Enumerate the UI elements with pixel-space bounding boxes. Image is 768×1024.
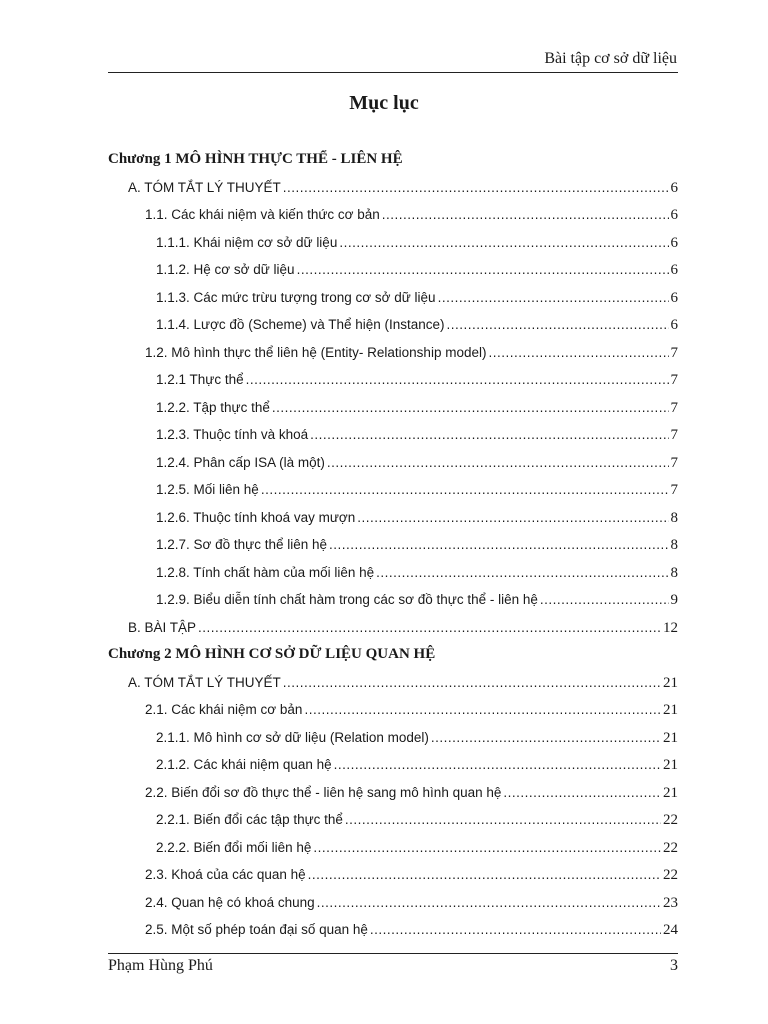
toc-entry-label: 2.4. Quan hệ có khoá chung bbox=[145, 894, 315, 910]
toc-entry-label: 2.1. Các khái niệm cơ bản bbox=[145, 702, 303, 717]
toc-entry-label: 1.2.2. Tập thực thể bbox=[156, 399, 270, 415]
toc-entry-page: 8 bbox=[670, 564, 678, 581]
toc-entry[interactable] bbox=[108, 339, 678, 367]
toc-dot-leader bbox=[272, 394, 669, 422]
toc-entry-label: 1.2.1 Thực thể bbox=[156, 372, 244, 387]
toc-entry-page: 7 bbox=[670, 482, 678, 498]
toc-entry[interactable] bbox=[108, 559, 678, 587]
toc-dot-leader bbox=[382, 201, 669, 229]
toc-entry-label: 1.1.2. Hệ cơ sở dữ liệu bbox=[156, 262, 295, 277]
page-title: Mục lục bbox=[349, 92, 419, 114]
toc-dot-leader bbox=[283, 174, 669, 202]
toc-entry-label: 2.2.2. Biến đổi mối liên hệ bbox=[156, 839, 312, 855]
toc-entry-page: 6 bbox=[670, 207, 678, 223]
toc-entry-page: 7 bbox=[670, 399, 678, 416]
toc-entry-label: A. TÓM TẮT LÝ THUYẾT bbox=[128, 674, 281, 690]
toc-entry[interactable] bbox=[108, 366, 678, 394]
toc-entry[interactable] bbox=[108, 779, 678, 807]
toc-entry[interactable] bbox=[108, 476, 678, 504]
toc-entry-label: 1.2.4. Phân cấp ISA (là một) bbox=[156, 454, 325, 470]
toc-chapter-heading[interactable]: Chương 2 MÔ HÌNH CƠ SỞ DỮ LIỆU QUAN HỆ bbox=[108, 646, 436, 662]
toc-entry-label: 1.1.4. Lược đồ (Scheme) và Thể hiện (Instance) bbox=[156, 317, 445, 332]
toc-entry-label: 1.2.3. Thuộc tính và khoá bbox=[156, 427, 309, 442]
toc-dot-leader bbox=[540, 586, 669, 614]
toc-entry-page: 12 bbox=[663, 619, 678, 636]
toc-entry-page: 23 bbox=[663, 894, 678, 911]
toc-entry-label: 1.2.6. Thuộc tính khoá vay mượn bbox=[156, 509, 356, 525]
toc-entry-page: 7 bbox=[670, 427, 678, 443]
toc-entry-page: 22 bbox=[663, 839, 678, 856]
footer-divider bbox=[108, 953, 678, 954]
toc-entry[interactable] bbox=[108, 256, 678, 284]
toc-entry-page: 21 bbox=[663, 702, 678, 718]
toc-dot-leader bbox=[310, 421, 668, 449]
toc-entry-page: 6 bbox=[670, 262, 678, 278]
toc-dot-leader bbox=[334, 751, 661, 779]
toc-chapter-heading[interactable]: Chương 1 MÔ HÌNH THỰC THỂ - LIÊN HỆ bbox=[108, 151, 403, 167]
toc-entry-page: 8 bbox=[670, 537, 678, 553]
footer-author: Phạm Hùng Phú bbox=[108, 957, 213, 974]
toc-entry-label: 1.2.5. Mối liên hệ bbox=[156, 482, 259, 497]
toc-entry[interactable] bbox=[108, 504, 678, 532]
toc-dot-leader bbox=[297, 256, 669, 284]
toc-entry-label: 1.1. Các khái niệm và kiến thức cơ bản bbox=[145, 207, 380, 222]
toc-entry-page: 6 bbox=[670, 234, 678, 251]
toc-entry-label: 1.1.3. Các mức trừu tượng trong cơ sở dữ liệu bbox=[156, 289, 436, 305]
toc-entry[interactable] bbox=[108, 834, 678, 862]
toc-entry[interactable] bbox=[108, 421, 678, 449]
toc-entry[interactable] bbox=[108, 889, 678, 917]
toc-dot-leader bbox=[370, 916, 661, 944]
toc-entry[interactable] bbox=[108, 916, 678, 944]
toc-dot-leader bbox=[329, 531, 669, 559]
toc-dot-leader bbox=[304, 696, 661, 724]
toc-entry-label: 1.2. Mô hình thực thể liên hệ (Entity- Relationship model) bbox=[145, 344, 487, 360]
toc-entry-label: 1.2.9. Biểu diễn tính chất hàm trong các sơ đồ thực thể - liên hệ bbox=[156, 592, 538, 607]
toc-dot-leader bbox=[261, 476, 669, 504]
toc-entry-label: 2.1.1. Mô hình cơ sở dữ liệu (Relation model) bbox=[156, 729, 429, 745]
toc-entry[interactable] bbox=[108, 861, 678, 889]
toc-dot-leader bbox=[198, 614, 661, 642]
toc-entry-label: 2.2.1. Biến đổi các tập thực thể bbox=[156, 812, 343, 827]
toc-entry-page: 21 bbox=[663, 674, 678, 691]
toc-entry[interactable] bbox=[108, 531, 678, 559]
toc-entry[interactable] bbox=[108, 724, 678, 752]
toc-dot-leader bbox=[339, 229, 668, 257]
toc-entry[interactable] bbox=[108, 449, 678, 477]
toc-entry-label: 2.3. Khoá của các quan hệ bbox=[145, 867, 306, 882]
toc-entry-label: 1.1.1. Khái niệm cơ sở dữ liệu bbox=[156, 234, 338, 250]
toc-dot-leader bbox=[308, 861, 661, 889]
toc-entry-page: 21 bbox=[663, 757, 678, 773]
toc-entry[interactable] bbox=[108, 311, 678, 339]
toc-dot-leader bbox=[317, 889, 661, 917]
toc-entry[interactable] bbox=[108, 201, 678, 229]
toc-entry-page: 7 bbox=[670, 454, 678, 471]
header-divider bbox=[108, 72, 678, 73]
toc-entry[interactable] bbox=[108, 586, 678, 614]
toc-dot-leader bbox=[431, 724, 661, 752]
toc-entry[interactable] bbox=[108, 806, 678, 834]
toc-entry-page: 6 bbox=[670, 289, 678, 306]
table-of-contents bbox=[108, 146, 678, 944]
toc-entry[interactable] bbox=[108, 614, 678, 642]
toc-entry-label: 1.2.8. Tính chất hàm của mối liên hệ bbox=[156, 564, 375, 580]
toc-dot-leader bbox=[246, 366, 669, 394]
toc-entry-page: 22 bbox=[663, 812, 678, 828]
toc-entry-page: 6 bbox=[670, 179, 678, 196]
toc-entry-page: 9 bbox=[670, 592, 678, 608]
toc-entry-label: 2.2. Biến đổi sơ đồ thực thể - liên hệ sang mô hình quan hệ bbox=[145, 784, 502, 800]
toc-entry-label: A. TÓM TẮT LÝ THUYẾT bbox=[128, 179, 281, 195]
toc-dot-leader bbox=[488, 339, 668, 367]
toc-entry-page: 24 bbox=[663, 922, 678, 938]
toc-dot-leader bbox=[503, 779, 661, 807]
toc-entry-label: B. BÀI TẬP bbox=[128, 619, 197, 635]
toc-entry[interactable] bbox=[108, 696, 678, 724]
toc-entry-label: 2.1.2. Các khái niệm quan hệ bbox=[156, 757, 332, 772]
toc-entry-page: 21 bbox=[663, 729, 678, 746]
toc-entry[interactable] bbox=[108, 229, 678, 257]
toc-entry-page: 7 bbox=[670, 372, 678, 388]
toc-dot-leader bbox=[438, 284, 669, 312]
toc-entry-page: 21 bbox=[663, 784, 678, 801]
toc-dot-leader bbox=[283, 669, 661, 697]
toc-entry-label: 2.5. Một số phép toán đại số quan hệ bbox=[145, 922, 368, 937]
toc-entry[interactable] bbox=[108, 284, 678, 312]
toc-entry[interactable] bbox=[108, 394, 678, 422]
toc-dot-leader bbox=[313, 834, 661, 862]
toc-entry-page: 22 bbox=[663, 867, 678, 883]
footer-page-number: 3 bbox=[670, 957, 678, 974]
toc-entry-label: 1.2.7. Sơ đồ thực thể liên hệ bbox=[156, 537, 327, 552]
toc-dot-leader bbox=[345, 806, 661, 834]
toc-entry[interactable] bbox=[108, 751, 678, 779]
toc-entry[interactable] bbox=[108, 174, 678, 202]
toc-entry-page: 7 bbox=[670, 344, 678, 361]
toc-dot-leader bbox=[376, 559, 668, 587]
toc-dot-leader bbox=[357, 504, 668, 532]
toc-dot-leader bbox=[447, 311, 669, 339]
running-header: Bài tập cơ sở dữ liệu bbox=[544, 50, 677, 67]
toc-dot-leader bbox=[327, 449, 669, 477]
toc-entry-page: 8 bbox=[670, 509, 678, 526]
toc-entry-page: 6 bbox=[670, 317, 678, 333]
toc-entry[interactable] bbox=[108, 669, 678, 697]
